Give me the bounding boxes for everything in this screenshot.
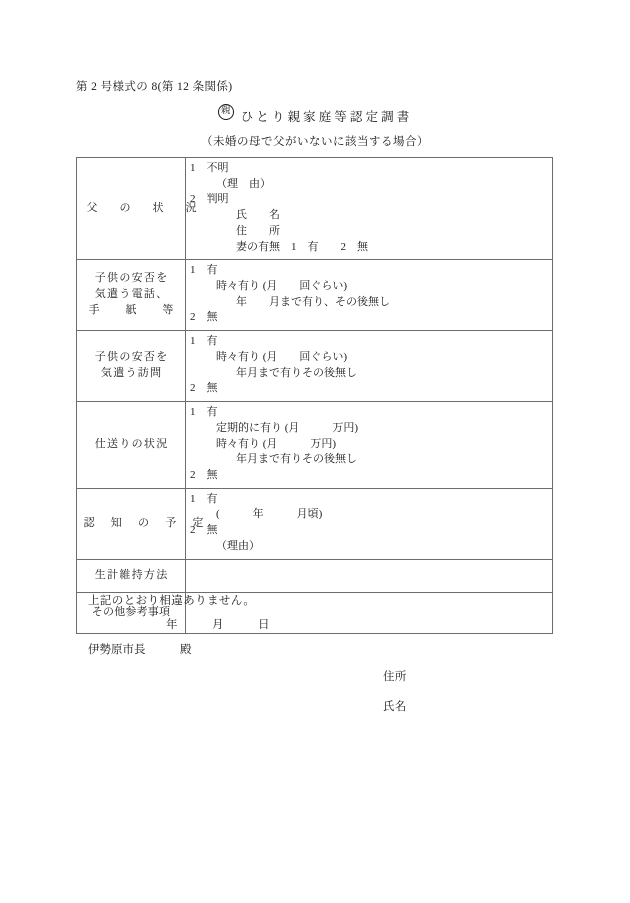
option-line: 氏 名 [236,209,280,222]
option-line: 2 無 [190,468,218,481]
table-row [77,260,553,331]
row-label-cell [77,402,186,489]
row-label-line: 子供の安否を [94,272,169,285]
table-row [77,559,553,592]
option-line: 2 無 [190,311,218,324]
option-line: 1 有 [190,264,218,277]
signature-block [383,668,407,728]
option-line: 1 有 [190,335,218,348]
addressee-line: 伊勢原市長 殿 [88,644,192,656]
option-line: 2 無 [190,382,218,395]
option-line: 時々有り (月 万円) [216,437,337,450]
row-label-line: その他参考事項 [91,605,171,618]
survey-form-table [76,157,553,634]
option-line: ( 年 月頃) [216,508,323,521]
form-table-body [77,158,553,634]
option-line: 妻の有無 1 有 2 無 [236,240,368,253]
document-subtitle: （未婚の母で父がいないに該当する場合） [201,136,429,148]
option-line: 年 月まで有り、その後無し [236,295,390,308]
row-label-line: 認 知 の 予 定 [83,516,206,529]
circled-oya-icon: 親 [218,104,234,120]
option-line: 定期的に有り (月 万円) [216,421,359,434]
option-line: （理由） [216,539,260,552]
row-label-cell [77,331,186,402]
table-row [77,402,553,489]
option-line: 時々有り (月 回ぐらい) [216,280,348,293]
table-row [77,158,553,260]
row-content-cell[interactable] [186,402,553,489]
option-line: 年月まで有りその後無し [236,453,357,466]
option-line: 年月まで有りその後無し [236,366,357,379]
option-line: 時々有り (月 回ぐらい) [216,350,348,363]
row-content-cell[interactable] [186,559,553,592]
row-label-line: 仕送りの状況 [94,437,169,450]
row-label-line: 父 の 状 況 [86,201,202,214]
option-line: 住 所 [236,224,280,237]
table-row [77,331,553,402]
date-line: 年 月 日 [166,619,270,631]
row-label-line: 生計維持方法 [94,568,169,581]
row-label-cell [77,260,186,331]
declaration-text: 上記のとおり相違ありません。 [88,595,256,607]
row-label-line: 気遣う訪問 [100,367,163,380]
signature-field-name: 氏名 [383,701,407,713]
option-line: 2 無 [190,524,218,537]
table-row [77,488,553,559]
row-content-cell[interactable] [186,331,553,402]
option-line: 1 不明 [190,162,229,174]
row-label-cell [77,559,186,592]
form-code: 第 2 号様式の 8(第 12 条関係) [76,81,233,93]
option-line: 1 有 [190,406,218,419]
row-label-line: 子供の安否を [94,351,169,364]
signature-field-address: 住所 [383,671,407,683]
row-label-line: 気遣う電話、 [94,288,169,301]
row-label-line: 手 紙 等 [88,304,175,317]
document-title-text: ひとり親家庭等認定調書 [240,110,413,124]
row-content-cell[interactable] [186,158,553,260]
row-content-cell[interactable] [186,260,553,331]
document-title [0,104,630,125]
row-content-cell[interactable] [186,488,553,559]
option-line: （理 由） [216,177,271,190]
option-line: 1 有 [190,492,218,505]
option-line: 2 判明 [190,193,229,206]
row-label-cell [77,158,202,260]
